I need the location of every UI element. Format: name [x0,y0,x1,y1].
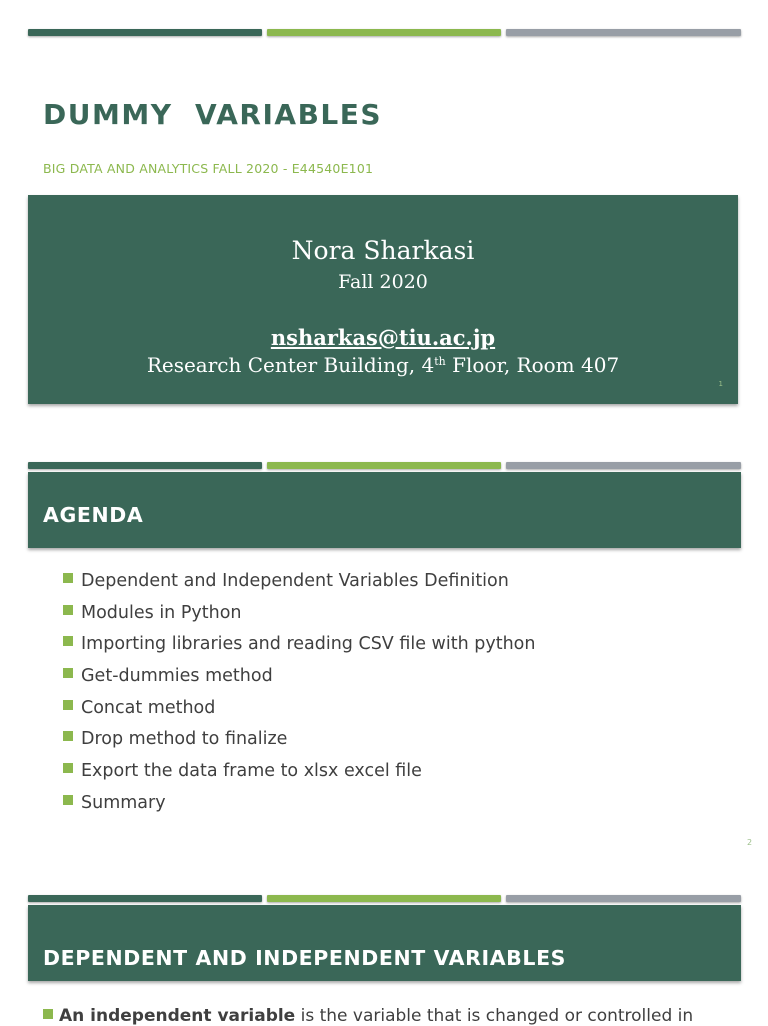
top-bar-segment-green [28,462,262,469]
agenda-item [63,758,535,790]
independent-variable-text: is the variable that is changed or controlled in [295,1006,694,1026]
slide2-title: AGENDA [43,503,144,527]
agenda-item-label: Drop method to finalize [81,729,288,750]
agenda-item [63,726,535,758]
slide1-title: DUMMY VARIABLES [43,98,383,131]
square-bullet-icon [63,763,73,773]
author-room [28,353,738,377]
agenda-item [63,631,535,663]
slide2-top-bar [28,462,741,470]
author-email-link[interactable]: nsharkas@tiu.ac.jp [270,325,496,350]
top-bar-segment-gray [506,895,741,902]
room-text-pre: Research Center Building, 4 [146,353,435,377]
agenda-item [63,790,535,822]
room-text-sup: th [434,355,446,368]
square-bullet-icon [43,1009,53,1019]
agenda-item-label: Get-dummies method [81,666,273,687]
square-bullet-icon [63,573,73,583]
agenda-list [63,568,535,822]
square-bullet-icon [63,668,73,678]
agenda-item-label: Export the data frame to xlsx excel file [81,761,422,782]
square-bullet-icon [63,795,73,805]
agenda-item-label: Modules in Python [81,602,242,623]
agenda-item-label: Concat method [81,697,216,718]
author-name: Nora Sharkasi [291,236,475,265]
slide1-top-bar [28,29,741,37]
author-term: Fall 2020 [338,271,428,293]
slide3-header-bar [28,905,741,981]
top-bar-segment-lime [267,29,501,36]
square-bullet-icon [63,731,73,741]
slide3-top-bar [28,895,741,903]
square-bullet-icon [63,700,73,710]
agenda-item [63,663,535,695]
independent-variable-term: An independent variable [59,1006,296,1026]
square-bullet-icon [63,605,73,615]
top-bar-segment-lime [267,895,501,902]
top-bar-segment-green [28,29,262,36]
author-info-box [28,195,738,404]
slide2-header-bar [28,472,741,548]
slide3-title: DEPENDENT AND INDEPENDENT VARIABLES [43,946,567,970]
room-text-post: Floor, Room 407 [445,353,620,377]
agenda-item-label: Summary [81,792,166,813]
top-bar-segment-green [28,895,262,902]
slide1-subtitle: BIG DATA AND ANALYTICS FALL 2020 - E44540E101 [43,161,374,176]
square-bullet-icon [63,636,73,646]
author-email-line [28,325,738,350]
top-bar-segment-lime [267,462,501,469]
slide1-page-number: 1 [718,380,723,388]
top-bar-segment-gray [506,29,741,36]
slide3-paragraph [43,1006,693,1026]
agenda-item [63,568,535,600]
agenda-item [63,600,535,632]
agenda-item-label: Importing libraries and reading CSV file with python [81,634,536,655]
slide3-body [43,1006,693,1026]
top-bar-segment-gray [506,462,741,469]
agenda-item [63,695,535,727]
agenda-item-label: Dependent and Independent Variables Definition [81,571,509,591]
slide2-page-number: 2 [747,838,753,847]
